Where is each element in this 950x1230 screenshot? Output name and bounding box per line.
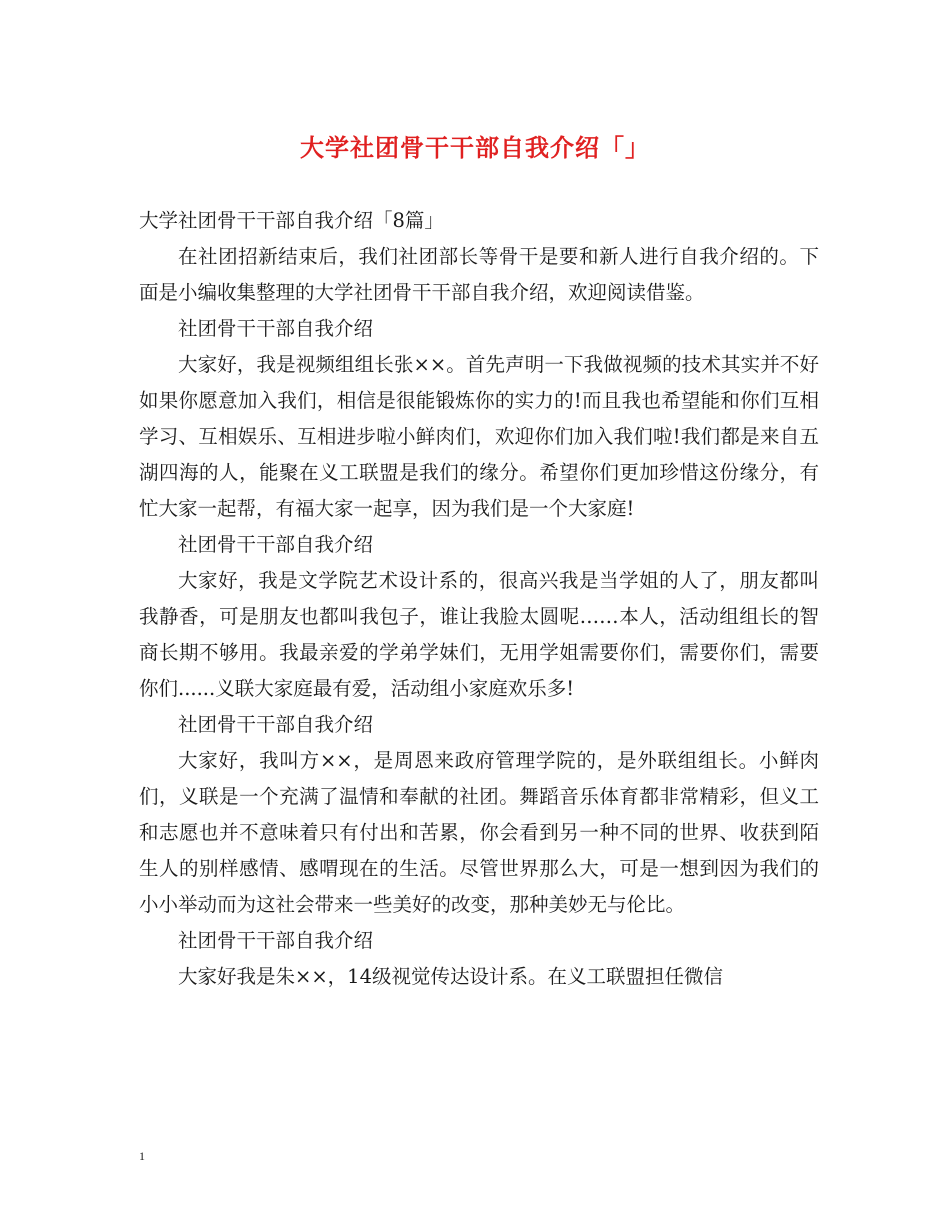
section-heading: 社团骨干干部自我介绍 — [178, 713, 374, 736]
page-title: 大学社团骨干干部自我介绍「」 — [300, 133, 650, 162]
section-heading: 社团骨干干部自我介绍 — [178, 929, 374, 952]
document-body — [139, 203, 819, 995]
intro-paragraph: 在社团招新结束后，我们社团部长等骨干是要和新人进行自我介绍的。下面是小编收集整理的大学社团骨干干部自我介绍，欢迎阅读借鉴。 — [139, 245, 819, 304]
section-heading: 社团骨干干部自我介绍 — [178, 317, 374, 340]
section-paragraph: 大家好，我是文学院艺术设计系的，很高兴我是当学姐的人了，朋友都叫我静香，可是朋友也都叫我包子，谁让我脸太圆呢……本人，活动组组长的智商长期不够用。我最亲爱的学弟学妹们，无用学姐需要你们，需要你们，需要你们......义联大家庭最有爱，活动组小家庭欢乐多! — [139, 569, 819, 700]
page-number: 1 — [139, 1149, 145, 1163]
document-subtitle: 大学社团骨干干部自我介绍「8篇」 — [139, 209, 444, 232]
section-paragraph: 大家好，我是视频组组长张××。首先声明一下我做视频的技术其实并不好如果你愿意加入我们，相信是很能锻炼你的实力的!而且我也希望能和你们互相学习、互相娱乐、互相进步啦小鲜肉们，欢迎你们加入我们啦!我们都是来自五湖四海的人，能聚在义工联盟是我们的缘分。希望你们更加珍惜这份缘分，有忙大家一起帮，有福大家一起享，因为我们是一个大家庭! — [139, 353, 819, 520]
section-paragraph: 大家好，我叫方××，是周恩来政府管理学院的，是外联组组长。小鲜肉们，义联是一个充满了温情和奉献的社团。舞蹈音乐体育都非常精彩，但义工和志愿也并不意味着只有付出和苦累，你会看到另一种不同的世界、收获到陌生人的别样感情、感喟现在的生活。尽管世界那么大，可是一想到因为我们的小小举动而为这社会带来一些美好的改变，那种美妙无与伦比。 — [139, 749, 819, 916]
section-heading: 社团骨干干部自我介绍 — [178, 533, 374, 556]
section-paragraph: 大家好我是朱××，14级视觉传达设计系。在义工联盟担任微信 — [178, 965, 723, 988]
